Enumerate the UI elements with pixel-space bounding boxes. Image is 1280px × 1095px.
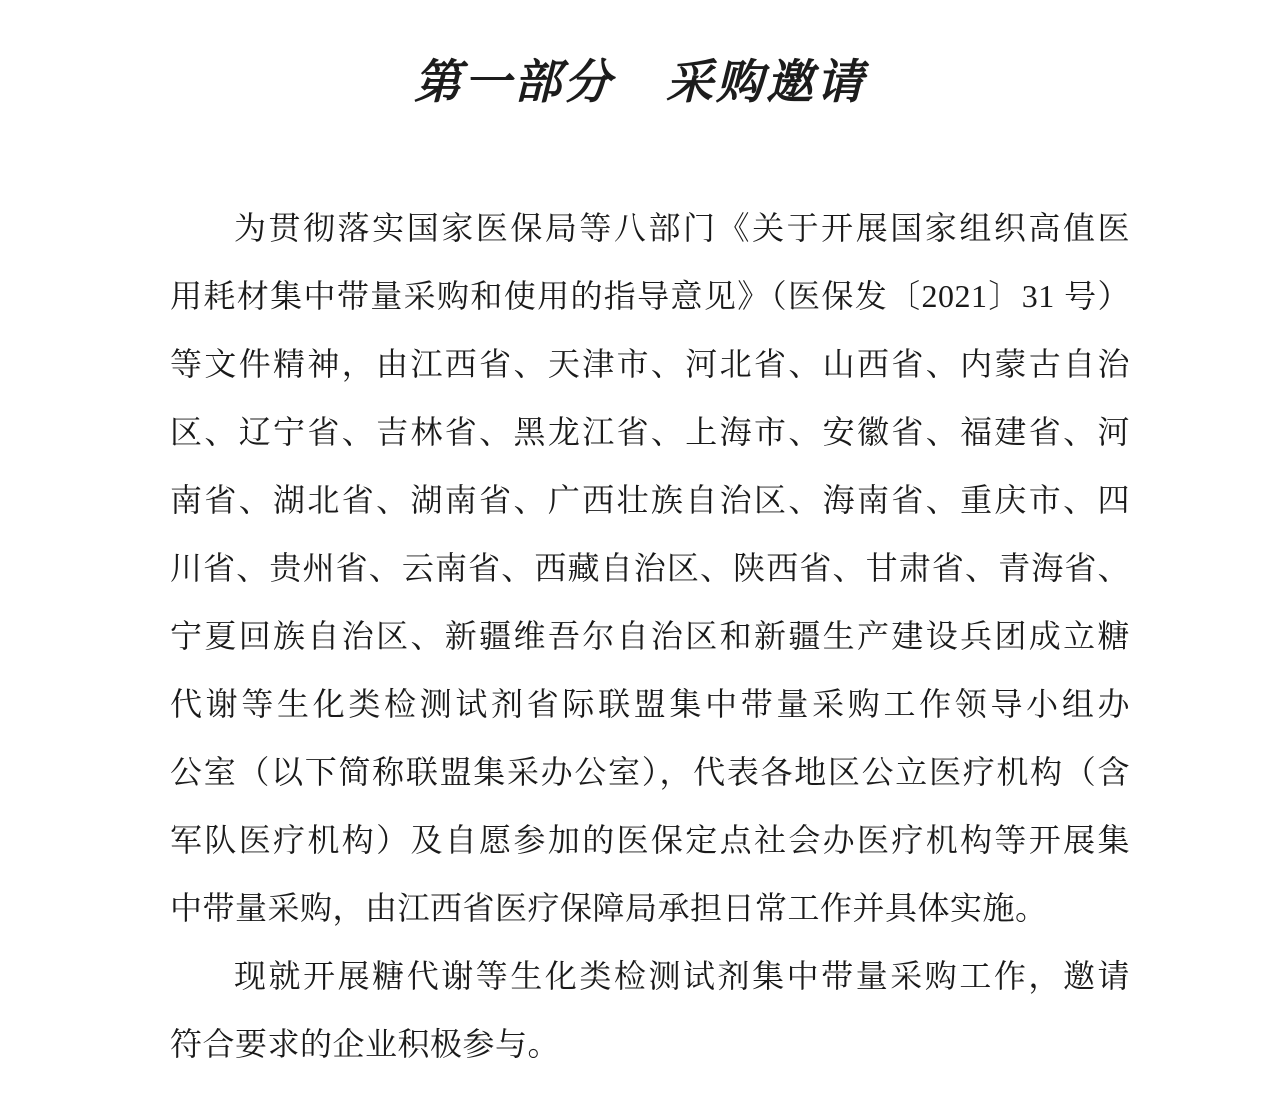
document-title: [0, 48, 1280, 118]
text-line: 现就开展糖代谢等生化类检测试剂集中带量采购工作，邀请: [234, 958, 1130, 994]
text-line: 等文件精神，由江西省、天津市、河北省、山西省、内蒙古自治: [170, 346, 1130, 382]
text-line: 公室（以下简称联盟集采办公室），代表各地区公立医疗机构（含: [170, 754, 1130, 790]
text-line: 符合要求的企业积极参与。: [170, 1026, 561, 1062]
text-line: 为贯彻落实国家医保局等八部门《关于开展国家组织高值医: [234, 210, 1130, 246]
title-part-2: 采购邀请: [666, 57, 866, 109]
text-line: 军队医疗机构）及自愿参加的医保定点社会办医疗机构等开展集: [170, 822, 1130, 858]
text-line: 南省、湖北省、湖南省、广西壮族自治区、海南省、重庆市、四: [170, 482, 1130, 518]
text-line: 代谢等生化类检测试剂省际联盟集中带量采购工作领导小组办: [170, 686, 1130, 722]
text-line: 用耗材集中带量采购和使用的指导意见》（医保发〔2021〕31 号）: [170, 278, 1130, 314]
text-line: 中带量采购，由江西省医疗保障局承担日常工作并具体实施。: [170, 890, 1048, 926]
title-part-1: 第一部分: [414, 57, 614, 109]
text-line: 川省、贵州省、云南省、西藏自治区、陕西省、甘肃省、青海省、: [170, 550, 1130, 586]
document-body: [170, 194, 1130, 1078]
text-line: 区、辽宁省、吉林省、黑龙江省、上海市、安徽省、福建省、河: [170, 414, 1130, 450]
text-line: 宁夏回族自治区、新疆维吾尔自治区和新疆生产建设兵团成立糖: [170, 618, 1130, 654]
